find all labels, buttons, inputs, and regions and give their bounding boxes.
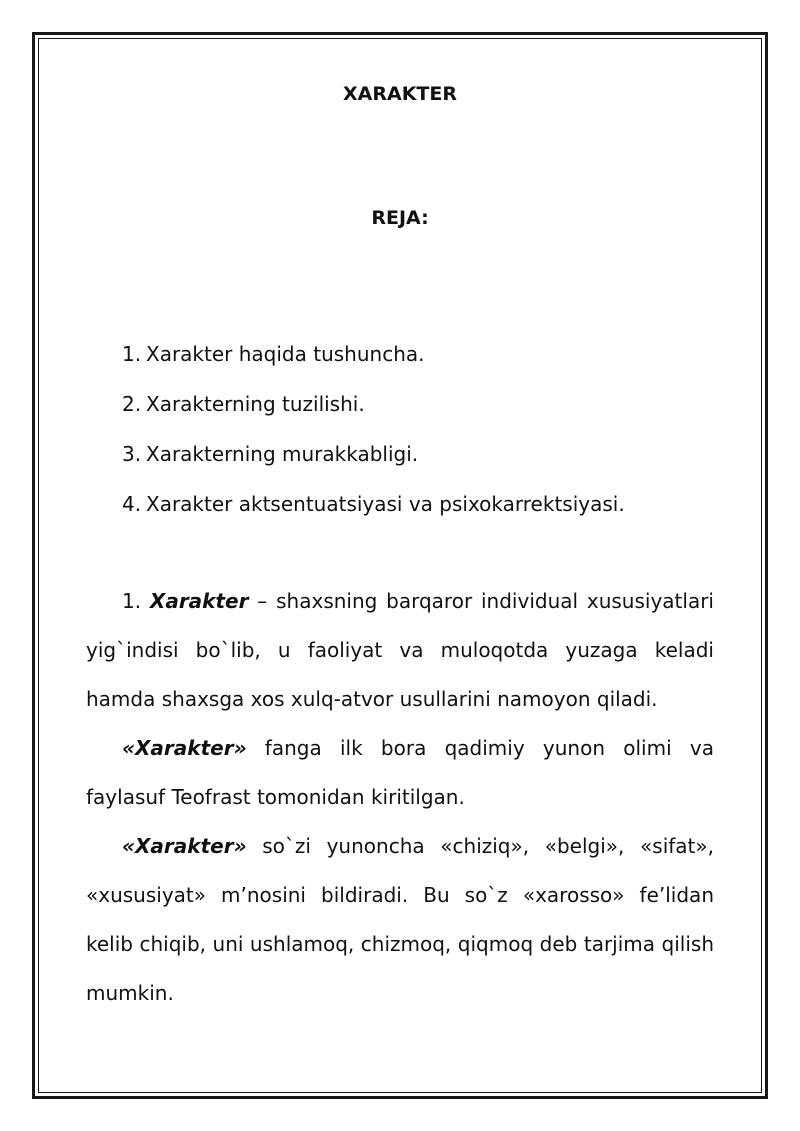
- document-body: [86, 74, 714, 1018]
- plan-item-number: 2.: [122, 392, 142, 416]
- plan-item-number: 4.: [122, 492, 142, 516]
- body-paragraph: [86, 577, 714, 724]
- paragraph-term: «Xarakter»: [122, 736, 247, 760]
- plan-item-text: Xarakterning tuzilishi.: [146, 392, 365, 416]
- plan-item: [86, 329, 714, 379]
- plan-item-text: Xarakterning murakkabligi.: [146, 442, 419, 466]
- plan-item-text: Xarakter haqida tushuncha.: [146, 342, 425, 366]
- plan-item-text: Xarakter aktsentuatsiyasi va psixokarrektsiyasi.: [146, 492, 625, 516]
- paragraph-term: Xarakter: [149, 589, 249, 613]
- plan-item: [86, 429, 714, 479]
- paragraph-text: – shaxsning barqaror individual xususiyatlari yig`indisi bo`lib, u faoliyat va muloqotda yuzaga keladi hamda shaxsga xos xulq-atvor usullarini namoyon qiladi.: [86, 589, 714, 711]
- plan-list: [86, 329, 714, 529]
- plan-item-number: 3.: [122, 442, 142, 466]
- plan-heading: REJA:: [371, 207, 429, 229]
- document-title: XARAKTER: [343, 83, 457, 105]
- paragraph-text: so`zi yunoncha «chiziq», «belgi», «sifat», «xususiyat» m’nosini bildiradi. Bu so`z «xarosso» fe’lidan kelib chiqib, uni ushlamoq, chizmoq, qiqmoq deb tarjima qilish mumkin.: [86, 834, 714, 1005]
- body-paragraph: [86, 724, 714, 822]
- paragraph-term: «Xarakter»: [122, 834, 247, 858]
- paragraph-text: fanga ilk bora qadimiy yunon olimi va faylasuf Teofrast tomonidan kiritilgan.: [86, 736, 714, 809]
- plan-item: [86, 379, 714, 429]
- body-paragraph: [86, 822, 714, 1018]
- plan-item: [86, 479, 714, 529]
- paragraph-lead: 1.: [122, 589, 150, 613]
- plan-item-number: 1.: [122, 342, 142, 366]
